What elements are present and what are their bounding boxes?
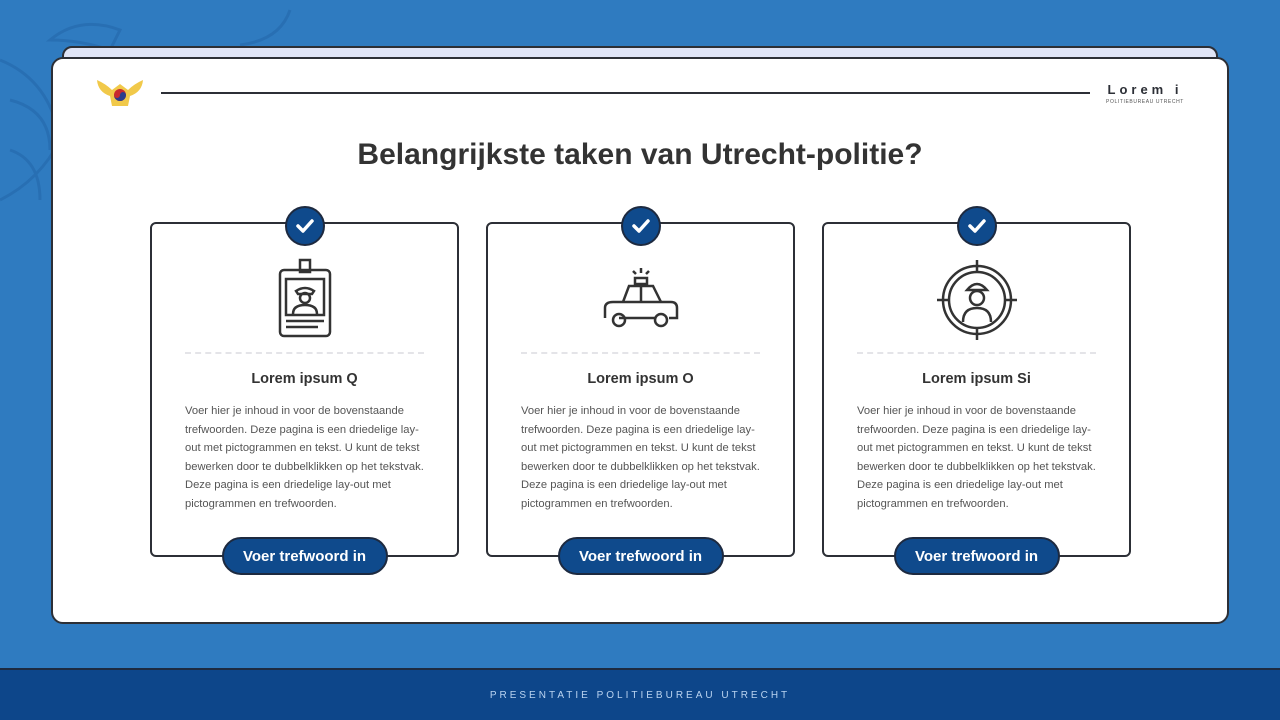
card-title: Lorem ipsum Q <box>251 371 358 387</box>
task-card-3 <box>822 222 1131 565</box>
check-icon <box>285 206 325 246</box>
card-body: Voer hier je inhoud in voor de bovenstaande trefwoorden. Deze pagina is een driedelige lay-out met pictogrammen en tekst. U kunt de tekst bewerken door te dubbelklikken op het tekstvak. Deze pagina is een driedelige lay-out met pictogrammen en trefwoorden. <box>185 405 424 510</box>
brand-title: Lorem i <box>1107 82 1183 97</box>
keyword-button[interactable]: Voer trefwoord in <box>894 537 1060 575</box>
brand <box>1100 82 1190 105</box>
card-body: Voer hier je inhoud in voor de bovenstaande trefwoorden. Deze pagina is een driedelige lay-out met pictogrammen en tekst. U kunt de tekst bewerken door te dubbelklikken op het tekstvak. Deze pagina is een driedelige lay-out met pictogrammen en trefwoorden. <box>521 405 760 510</box>
police-car-icon <box>599 258 683 342</box>
footer <box>0 668 1280 720</box>
divider <box>857 352 1096 354</box>
card-title: Lorem ipsum Si <box>922 371 1031 387</box>
check-icon <box>957 206 997 246</box>
card-title: Lorem ipsum O <box>587 371 694 387</box>
footer-text: PRESENTATIE POLITIEBUREAU UTRECHT <box>489 689 791 701</box>
divider <box>185 352 424 354</box>
keyword-button[interactable]: Voer trefwoord in <box>222 537 388 575</box>
police-id-badge-icon <box>263 258 347 342</box>
page-title: Belangrijkste taken van Utrecht-politie? <box>357 138 923 171</box>
target-suspect-icon <box>935 258 1019 342</box>
police-emblem-logo <box>96 78 144 110</box>
header-rule <box>161 92 1090 94</box>
task-card-2 <box>486 222 795 565</box>
brand-subtitle: POLITIEBUREAU UTRECHT <box>1106 99 1184 105</box>
keyword-button[interactable]: Voer trefwoord in <box>558 537 724 575</box>
card-body: Voer hier je inhoud in voor de bovenstaande trefwoorden. Deze pagina is een driedelige lay-out met pictogrammen en tekst. U kunt de tekst bewerken door te dubbelklikken op het tekstvak. Deze pagina is een driedelige lay-out met pictogrammen en trefwoorden. <box>857 405 1096 510</box>
task-card-1 <box>150 222 459 565</box>
divider <box>521 352 760 354</box>
check-icon <box>621 206 661 246</box>
